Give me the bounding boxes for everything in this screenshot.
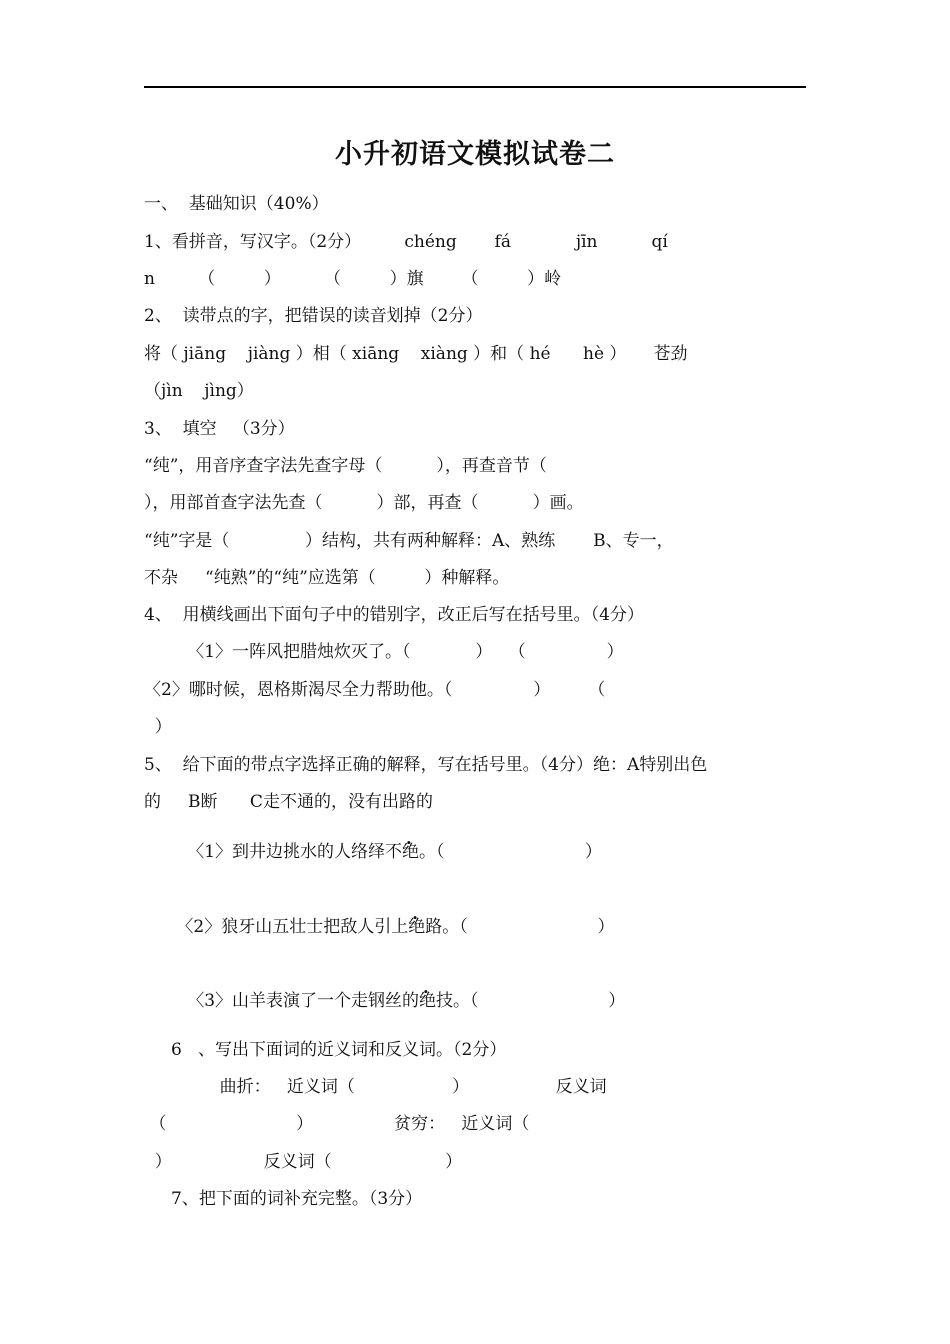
question-5-item-1	[144, 841, 806, 863]
question-1-line-1: 1、看拼音，写汉字。（2分） chéng fá jīn qí	[144, 232, 668, 252]
question-2-title: 2、 读带点的字，把错误的读音划掉（2分）	[144, 306, 483, 326]
item-3-answer: 技。（ ）	[436, 991, 626, 1011]
dotted-char: 绝	[408, 917, 426, 937]
item-3-text: 〈3〉山羊表演了一个走钢丝的	[144, 991, 420, 1011]
item-2-text: 〈2〉狼牙山五壮士把敌人引上	[144, 917, 409, 937]
page-title: 小升初语文模拟试卷二	[335, 139, 615, 170]
question-4-item-2-cont: ）	[144, 717, 172, 737]
question-2-line-2: （jìn jìng）	[144, 381, 254, 401]
question-4-item-1: 〈1〉一阵风把腊烛炊灭了。（ ） （ ）	[144, 642, 624, 662]
question-4-item-2: 〈2〉哪时候，恩格斯渴尽全力帮助他。（ ） （	[144, 680, 606, 700]
question-3-line-1: “纯”，用音序查字法先查字母（ ），再查音节（	[144, 456, 547, 476]
header-rule	[144, 86, 806, 88]
question-3-line-4: 不杂 “纯熟”的“纯”应选第（ ）种解释。	[144, 568, 510, 588]
question-5-item-3	[144, 990, 806, 1012]
dotted-char: 绝	[402, 842, 420, 862]
question-1-line-2: n （ ） （ ）旗 （ ）岭	[144, 269, 562, 289]
section-basic-knowledge: 一、 基础知识（40%）	[144, 194, 329, 214]
question-4-title: 4、 用横线画出下面句子中的错别字，改正后写在括号里。（4分）	[144, 605, 644, 625]
question-5-title: 5、 给下面的带点字选择正确的解释，写在括号里。（4分）绝：A特别出色	[144, 755, 708, 775]
question-5-options: 的 B断 C走不通的，没有出路的	[144, 792, 433, 812]
item-1-text: 〈1〉到井边挑水的人络绎不	[144, 842, 403, 862]
item-2-answer: 路。（ ）	[425, 917, 615, 937]
question-6-line-3: ） 反义词（ ）	[144, 1152, 463, 1172]
item-1-answer: 。（ ）	[419, 842, 603, 862]
question-7-title: 7、把下面的词补充完整。（3分）	[144, 1189, 423, 1209]
question-3-line-2: ），用部首查字法先查（ ）部，再查（ ）画。	[144, 493, 584, 513]
question-6-title: 6 、写出下面词的近义词和反义词。（2分）	[144, 1040, 507, 1060]
question-6-line-2: （ ） 贫穷： 近义词（	[144, 1114, 530, 1134]
question-3-title: 3、 填空 （3分）	[144, 419, 295, 439]
question-5-item-2	[144, 916, 806, 938]
question-6-line-1: 曲折： 近义词（ ） 反义词	[144, 1077, 607, 1097]
question-3-line-3: “纯”字是（ ）结构，共有两种解释：A、熟练 B、专一，	[144, 531, 674, 551]
question-2-line-1: 将（ jiāng jiàng ）相（ xiāng xiàng ）和（ hé hè ） 苍劲	[144, 344, 688, 364]
dotted-char: 绝	[419, 991, 437, 1011]
